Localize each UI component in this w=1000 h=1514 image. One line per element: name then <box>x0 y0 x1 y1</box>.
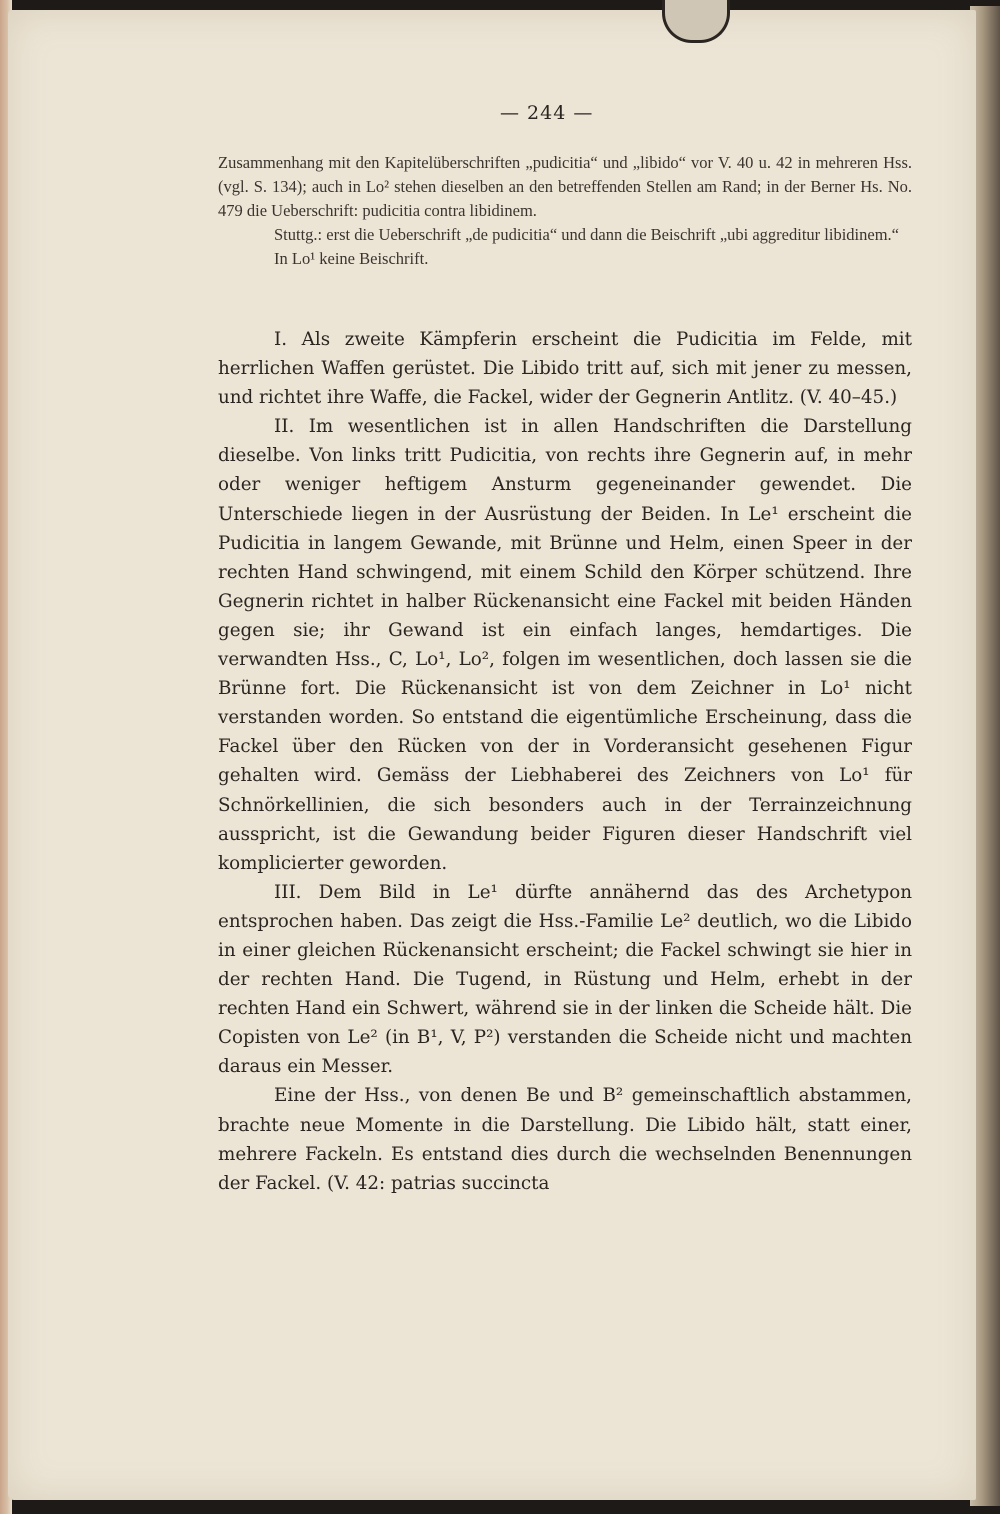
note-paragraph-1: Zusammenhang mit den Kapitelüberschriften „pudicitia“ und „libido“ vor V. 40 u. 42 in mehreren Hss. (vgl. S. 134); auch in Lo² stehen dieselben an den betreffenden Stellen am Rand; in der Berner Hs. No. 479 die Ueberschrift: pudicitia contra libidinem. <box>218 153 912 220</box>
paragraph-3: III. Dem Bild in Le¹ dürfte annähernd das des Archetypon entsprochen haben. Das zeigt die Hss.-Familie Le² deutlich, wo die Libido in einer gleichen Rückenansicht erscheint; die Fackel schwingt sie hier in der rechten Hand. Die Tugend, in Rüstung und Helm, erhebt in der rechten Hand ein Schwert, während sie in der linken die Scheide hält. Die Copisten von Le² (in B¹, V, P²) verstanden die Scheide nicht und machten daraus ein Messer. <box>218 881 912 1078</box>
paragraph-4: Eine der Hss., von denen Be und B² gemeinschaftlich abstammen, brachte neue Momente in die Darstellung. Die Libido hält, statt einer, mehrere Fackeln. Es entstand dies durch die wechselnden Benennungen der Fackel. (V. 42: patrias succincta <box>218 1085 912 1194</box>
main-text <box>218 325 912 1198</box>
footnote-block <box>218 151 912 271</box>
paragraph-1: I. Als zweite Kämpferin erscheint die Pudicitia im Felde, mit herrlichen Waffen gerüstet. Die Libido tritt auf, sich mit jener zu messen, und richtet ihre Waffe, die Fackel, wider der Gegnerin Antlitz. (V. 40–45.) <box>218 329 912 409</box>
page-number: — 244 — <box>500 102 594 124</box>
paragraph-2: II. Im wesentlichen ist in allen Handschriften die Darstellung dieselbe. Von links tritt Pudicitia, von rechts ihre Gegnerin auf, in mehr oder weniger heftigem Ansturm gegeneinander gewendet. Die Unterschiede liegen in der Ausrüstung der Beiden. In Le¹ erscheint die Pudicitia in langem Gewande, mit Brünne und Helm, einen Speer in der rechten Hand schwingend, mit einem Schild den Körper schützend. Ihre Gegnerin richtet in halber Rückenansicht eine Fackel mit beiden Händen gegen sie; ihr Gewand ist ein einfach langes, hemdartiges. Die verwandten Hss., C, Lo¹, Lo², folgen im wesentlichen, doch lassen sie die Brünne fort. Die Rückenansicht ist von dem Zeichner in Lo¹ nicht verstanden worden. So entstand die eigentümliche Erscheinung, dass die Fackel über den Rücken von der in Vorderansicht gesehenen Figur gehalten wird. Gemäss der Liebhaberei des Zeichners von Lo¹ für Schnörkellinien, die sich besonders auch in der Terrainzeichnung ausspricht, ist die Gewandung beider Figuren dieser Handschrift viel komplicierter geworden. <box>218 416 912 874</box>
note-paragraph-3: In Lo¹ keine Beischrift. <box>274 249 429 268</box>
note-paragraph-2: Stuttg.: erst die Ueberschrift „de pudicitia“ und dann die Beischrift „ubi aggreditur libidinem.“ <box>274 225 899 244</box>
